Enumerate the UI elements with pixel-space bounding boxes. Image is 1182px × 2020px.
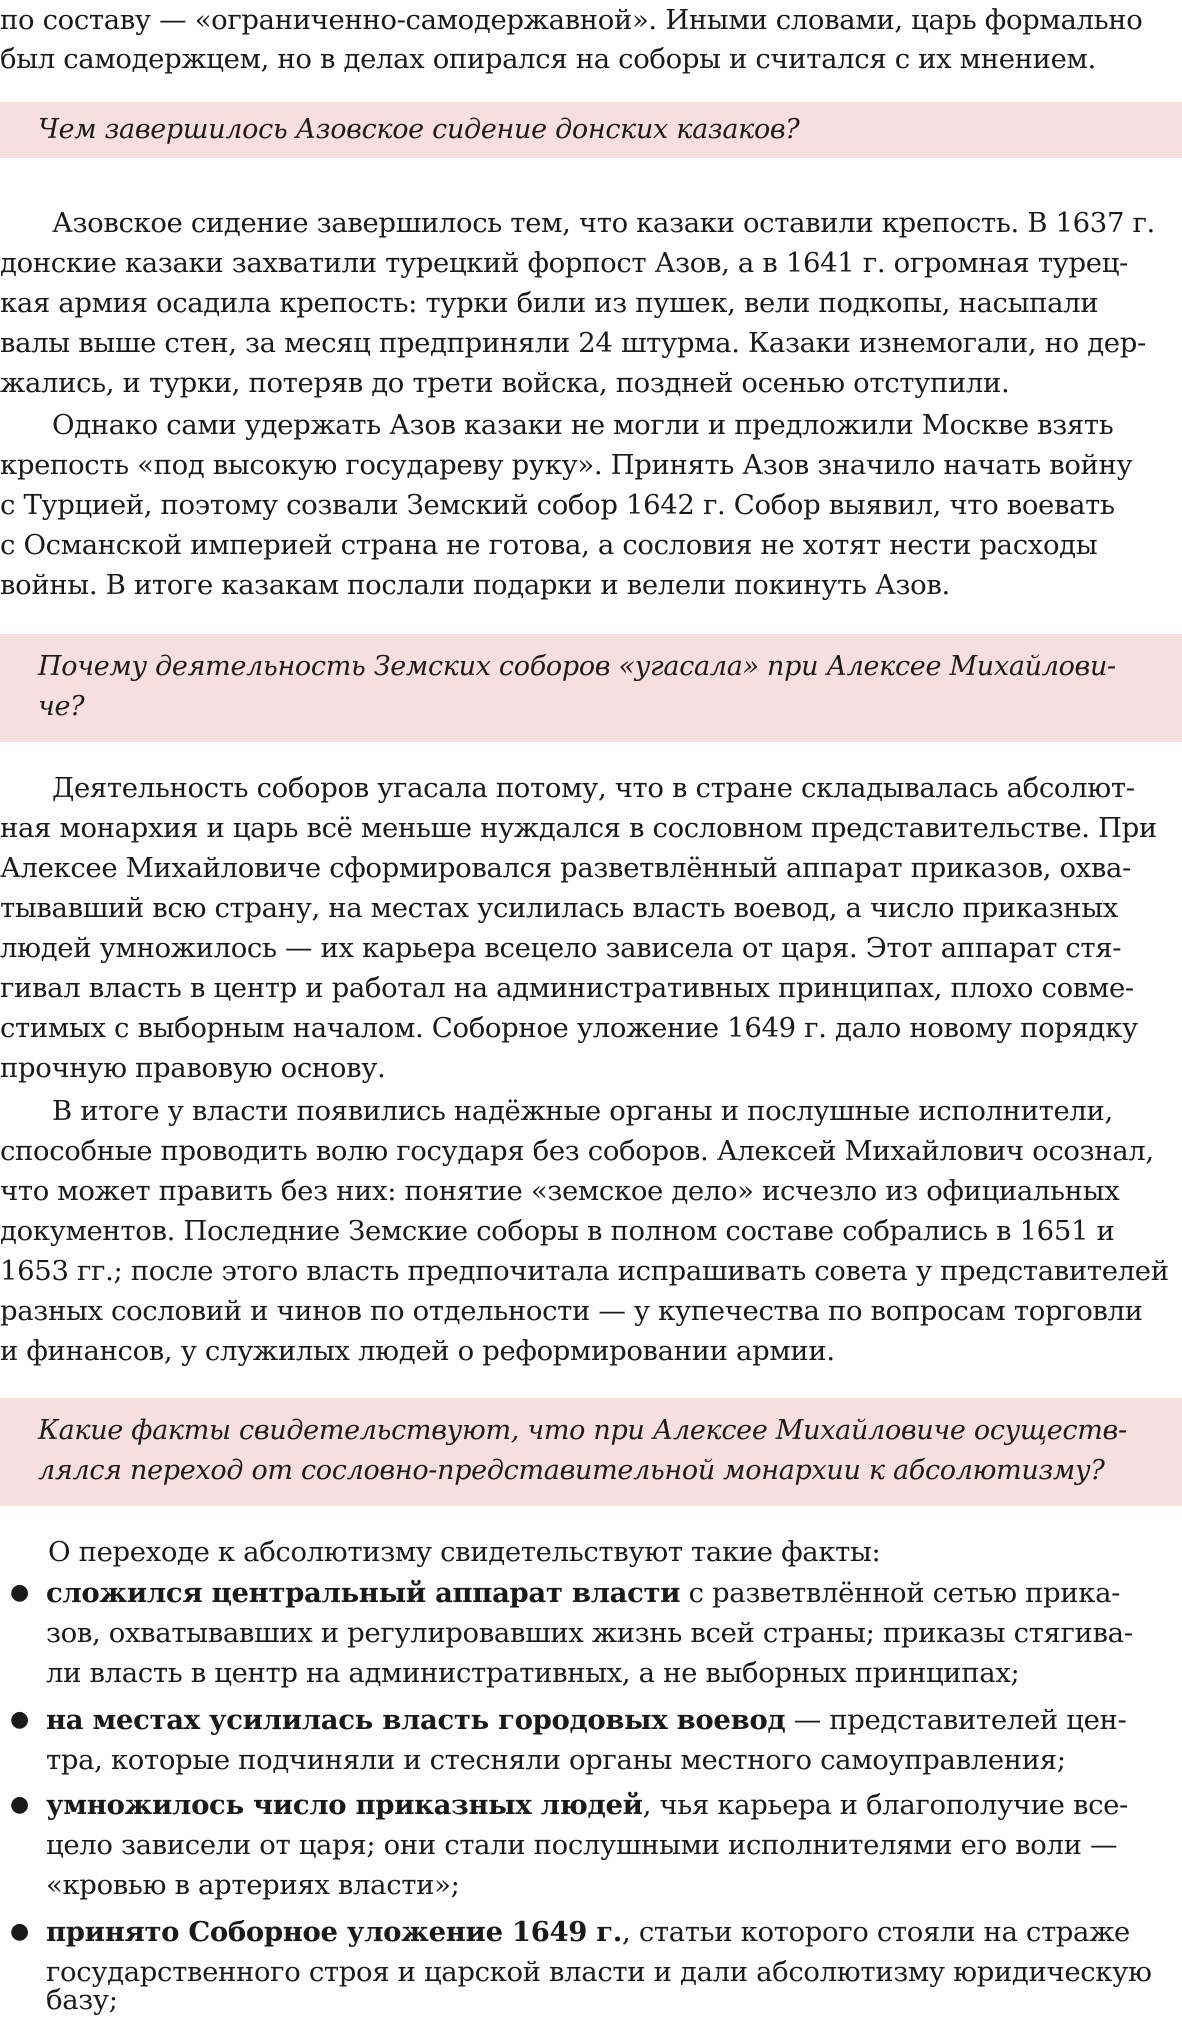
list-item <box>46 1700 1182 1740</box>
question-text: Какие факты свидетельствуют, что при Алексее Михайловиче осуществ- <box>38 1415 1127 1446</box>
list-item-text: — представителей цен- <box>785 1704 1127 1736</box>
answer-line: ная монархия и царь всё меньше нуждался в сословном представительстве. При <box>0 812 1157 844</box>
answer-line: кая армия осадила крепость: турки били из пушек, вели подкопы, насыпали <box>0 287 1099 319</box>
list-item-line: базу; <box>46 1984 118 2016</box>
answer-line: донские казаки захватили турецкий форпост Азов, а в 1641 г. огромная турец- <box>0 247 1128 279</box>
intro-line: был самодержцем, но в делах опирался на соборы и считался с их мнением. <box>0 43 1096 75</box>
answer-line: прочную правовую основу. <box>0 1052 386 1084</box>
list-item-text: с разветвлённой сетью прика- <box>680 1577 1121 1609</box>
answer-line: с Турцией, поэтому созвали Земский собор 1642 г. Собор выявил, что воевать <box>0 489 1115 521</box>
answer-line: Деятельность соборов угасала потому, что в стране складывалась абсолют- <box>52 772 1135 804</box>
question-text: Почему деятельность Земских соборов «угасала» при Алексее Михайлови- <box>38 651 1116 682</box>
answer-line: и финансов, у служилых людей о реформировании армии. <box>0 1335 835 1367</box>
list-item-line: зов, охватывавших и регулировавших жизнь всей страны; приказы стягива- <box>46 1617 1133 1649</box>
answer-line: тывавший всю страну, на местах усилилась власть воевод, а число приказных <box>0 892 1118 924</box>
list-item-line: «кровью в артериях власти»; <box>46 1869 460 1901</box>
answer-line: людей умножилось — их карьера всецело зависела от царя. Этот аппарат стя- <box>0 932 1122 964</box>
answer-line: с Османской империей страна не готова, а сословия не хотят нести расходы <box>0 529 1098 561</box>
question-box <box>0 1398 1182 1506</box>
answer-line: В итоге у власти появились надёжные органы и послушные исполнители, <box>52 1095 1113 1127</box>
answer-line: разных сословий и чинов по отдельности — у купечества по вопросам торговли <box>0 1295 1143 1327</box>
answer-line: Азовское сидение завершилось тем, что казаки оставили крепость. В 1637 г. <box>52 207 1155 239</box>
answer-line: 1653 гг.; после этого власть предпочитала испрашивать совета у представителей <box>0 1255 1169 1287</box>
list-item <box>46 1785 1182 1825</box>
question-box <box>0 634 1182 742</box>
list-item <box>46 1912 1182 1952</box>
answer-line: жались, и турки, потеряв до трети войска, поздней осенью отступили. <box>0 367 1010 399</box>
answer-line: документов. Последние Земские соборы в полном составе собрались в 1651 и <box>0 1215 1115 1247</box>
bullet-icon: ● <box>10 1792 30 1817</box>
list-item-bold: принято Соборное уложение 1649 г. <box>46 1916 623 1948</box>
bullet-icon: ● <box>10 1707 30 1732</box>
answer-line: валы выше стен, за месяц предприняли 24 штурма. Казаки изнемогали, но дер- <box>0 327 1146 359</box>
list-item-line: государственного строя и царской власти и дали абсолютизму юридическую <box>46 1956 1152 1988</box>
bullet-icon: ● <box>10 1919 30 1944</box>
bullet-icon: ● <box>10 1580 30 1605</box>
answer-line: что может править без них: понятие «земское дело» исчезло из официальных <box>0 1175 1120 1207</box>
question-text: лялся переход от сословно-представительной монархии к абсолютизму? <box>38 1455 1105 1486</box>
list-item-bold: умножилось число приказных людей <box>46 1789 643 1821</box>
answer-line: О переходе к абсолютизму свидетельствуют такие факты: <box>48 1536 881 1568</box>
intro-line: по составу — «ограниченно-самодержавной». Иными словами, царь формально <box>0 4 1143 36</box>
list-item-bold: сложился центральный аппарат власти <box>46 1577 681 1609</box>
answer-line: крепость «под высокую государеву руку». Принять Азов значило начать войну <box>0 449 1133 481</box>
list-item-bold: на местах усилилась власть городовых воевод <box>46 1704 786 1736</box>
list-item <box>46 1573 1182 1613</box>
question-box <box>0 102 1182 158</box>
answer-line: способные проводить волю государя без соборов. Алексей Михайлович осознал, <box>0 1135 1154 1167</box>
answer-line: войны. В итоге казакам послали подарки и велели покинуть Азов. <box>0 569 950 601</box>
list-item-line: тра, которые подчиняли и стесняли органы местного самоуправления; <box>46 1744 1066 1776</box>
question-text: Чем завершилось Азовское сидение донских казаков? <box>38 114 800 145</box>
list-item-text: , статьи которого стояли на страже <box>622 1916 1130 1948</box>
answer-line: Однако сами удержать Азов казаки не могли и предложили Москве взять <box>52 409 1114 441</box>
answer-line: Алексее Михайловиче сформировался разветвлённый аппарат приказов, охва- <box>0 852 1131 884</box>
answer-line: стимых с выборным началом. Соборное уложение 1649 г. дало новому порядку <box>0 1012 1138 1044</box>
list-item-line: цело зависели от царя; они стали послушными исполнителями его воли — <box>46 1829 1118 1861</box>
list-item-line: ли власть в центр на административных, а не выборных принципах; <box>46 1657 1020 1689</box>
question-text: че? <box>38 691 85 722</box>
answer-line: гивал власть в центр и работал на административных принципах, плохо совме- <box>0 972 1134 1004</box>
list-item-text: , чья карьера и благополучие все- <box>642 1789 1129 1821</box>
